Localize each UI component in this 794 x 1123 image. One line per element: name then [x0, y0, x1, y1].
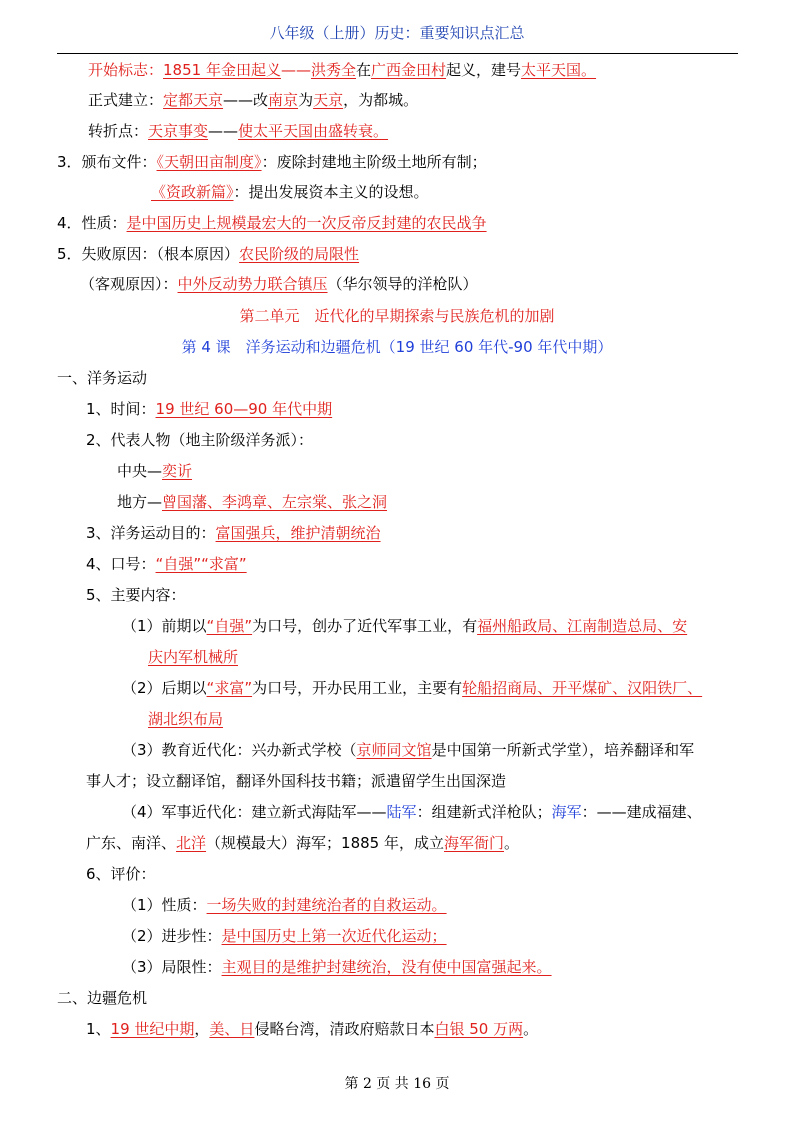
text-segment: 。: [523, 1020, 539, 1038]
text-segment: ——: [280, 61, 311, 79]
key-point-text: “自强”: [206, 617, 253, 635]
text-line: [151, 182, 429, 202]
text-segment: （华尔领导的洋枪队）: [327, 275, 478, 293]
text-segment: （规模最大）海军；1885 年，成立: [206, 834, 444, 852]
text-segment: （2）进步性：: [122, 927, 222, 945]
key-point-text: “自强”“求富”: [155, 555, 247, 573]
text-line: [148, 647, 238, 667]
key-point-text: 广西金田村: [371, 61, 447, 79]
text-segment: 是中国第一所新式学堂），培养翻译和军: [431, 741, 695, 759]
key-point-text: 轮船招商局、开平煤矿、汉阳铁厂、: [462, 679, 703, 697]
text-segment: 正式建立：: [88, 91, 164, 109]
text-segment: 3．颁布文件：: [57, 153, 157, 171]
text-segment: 为口号，开办民用工业，主要有: [252, 679, 463, 697]
text-segment: 中央—: [117, 462, 163, 480]
text-line: [0, 306, 794, 326]
text-segment: 3、洋务运动目的：: [86, 524, 216, 542]
key-point-text: 白银 50 万两: [434, 1020, 524, 1038]
text-line: [86, 771, 506, 791]
text-line: [86, 554, 247, 574]
text-line: [86, 864, 156, 884]
text-line: [122, 957, 552, 977]
text-segment: （客观原因）：: [80, 275, 178, 293]
text-line: [86, 523, 381, 543]
key-point-text: 使太平天国由盛转衰。: [238, 122, 389, 140]
key-point-text: 主观目的是维护封建统治，没有使中国富强起来。: [221, 958, 552, 976]
text-line: [122, 802, 702, 822]
key-point-text: 奕䜣: [162, 462, 193, 480]
text-segment: （1）前期以: [122, 617, 207, 635]
text-segment: ——改: [223, 91, 269, 109]
text-line: [117, 492, 387, 512]
text-segment: 。: [504, 834, 520, 852]
key-point-text: 湖北织布局: [148, 710, 224, 728]
page-number: 第 2 页 共 16 页: [344, 1076, 450, 1092]
text-segment: 二、边疆危机: [57, 989, 148, 1007]
text-segment: ，为都城。: [343, 91, 419, 109]
key-point-text: 天京事变: [148, 122, 209, 140]
key-point-text: 一场失败的封建统治者的自救运动。: [206, 896, 447, 914]
text-line: [122, 740, 694, 760]
text-segment: 5、主要内容：: [86, 586, 186, 604]
key-point-text: 农民阶级的局限性: [239, 245, 360, 263]
key-point-text: 富国强兵，维护清朝统治: [215, 524, 381, 542]
key-point-text: 庆内军机械所: [148, 648, 239, 666]
text-segment: 第 4 课 洋务运动和边疆危机（19 世纪 60 年代-90 年代中期）: [181, 338, 613, 356]
text-line: [80, 274, 478, 294]
key-point-text: 《资政新篇》: [151, 183, 234, 201]
text-line: [148, 709, 223, 729]
key-point-text: 定都天京: [163, 91, 224, 109]
text-line: [86, 430, 313, 450]
text-segment: 5．失败原因：（根本原因）: [57, 245, 240, 263]
key-point-text: “求富”: [206, 679, 253, 697]
key-point-text: 海军衙门: [443, 834, 504, 852]
text-line: [0, 337, 794, 357]
key-point-text: 北洋: [176, 834, 207, 852]
key-point-text: 洪秀全: [310, 61, 356, 79]
text-segment: 侵略台湾，清政府赔款日本: [254, 1020, 435, 1038]
key-point-text: 1851 年金田起义: [163, 61, 281, 79]
header-rule: [57, 53, 738, 54]
text-segment: 地方—: [117, 493, 163, 511]
text-line: [122, 616, 687, 636]
text-line: [57, 213, 487, 233]
text-segment: ：废除封建地主阶级土地所有制；: [261, 153, 487, 171]
text-segment: 第二单元 近代化的早期探索与民族危机的加剧: [239, 307, 555, 325]
text-segment: 1、: [86, 1020, 111, 1038]
text-line: [88, 90, 418, 110]
text-line: [122, 926, 447, 946]
text-segment: 为: [298, 91, 314, 109]
text-segment: 事人才；设立翻译馆，翻译外国科技书籍；派遣留学生出国深造: [86, 772, 507, 790]
text-segment: 开始标志：: [88, 61, 164, 79]
text-line: [86, 399, 332, 419]
text-line: [117, 461, 192, 481]
text-segment: （3）教育近代化：兴办新式学校（: [122, 741, 357, 759]
text-line: [57, 988, 147, 1008]
page-header-title: 八年级（上册）历史：重要知识点汇总: [269, 24, 525, 42]
text-segment: 陆军: [386, 803, 417, 821]
text-segment: ——: [208, 122, 239, 140]
text-segment: 4、口号：: [86, 555, 156, 573]
text-segment: ：提出发展资本主义的设想。: [233, 183, 429, 201]
text-line: [86, 1019, 538, 1039]
key-point-text: 京师同文馆: [356, 741, 432, 759]
text-segment: 为口号，创办了近代军事工业，有: [252, 617, 478, 635]
key-point-text: 福州船政局、江南制造总局、安: [477, 617, 688, 635]
text-segment: 4．性质：: [57, 214, 127, 232]
text-line: [88, 121, 388, 141]
text-segment: （1）性质：: [122, 896, 207, 914]
text-line: [86, 833, 519, 853]
text-segment: （3）局限性：: [122, 958, 222, 976]
text-line: [122, 678, 702, 698]
text-segment: 2、代表人物（地主阶级洋务派）：: [86, 431, 314, 449]
text-segment: （2）后期以: [122, 679, 207, 697]
text-segment: 1、时间：: [86, 400, 156, 418]
text-line: [57, 152, 487, 172]
text-line: [57, 368, 147, 388]
key-point-text: 天京: [313, 91, 344, 109]
key-point-text: 《天朝田亩制度》: [156, 153, 262, 171]
text-segment: 一、洋务运动: [57, 369, 148, 387]
text-segment: 在: [355, 61, 371, 79]
text-line: [88, 60, 596, 80]
text-segment: （4）军事近代化：建立新式海陆军——: [122, 803, 387, 821]
text-segment: 起义，建号: [446, 61, 522, 79]
text-line: [86, 585, 186, 605]
text-segment: ，: [194, 1020, 210, 1038]
text-segment: 6、评价：: [86, 865, 156, 883]
text-segment: 海军: [551, 803, 582, 821]
text-line: [122, 895, 447, 915]
key-point-text: 南京: [268, 91, 299, 109]
key-point-text: 中外反动势力联合镇压: [177, 275, 328, 293]
key-point-text: 太平天国。: [521, 61, 597, 79]
text-segment: ：组建新式洋枪队；: [416, 803, 552, 821]
text-line: [57, 244, 359, 264]
key-point-text: 19 世纪 60—90 年代中期: [155, 400, 333, 418]
key-point-text: 美、日: [209, 1020, 255, 1038]
key-point-text: 19 世纪中期: [110, 1020, 195, 1038]
text-segment: ：——建成福建、: [581, 803, 702, 821]
text-segment: 转折点：: [88, 122, 149, 140]
key-point-text: 曾国藩、李鸿章、左宗棠、张之洞: [162, 493, 388, 511]
key-point-text: 是中国历史上规模最宏大的一次反帝反封建的农民战争: [126, 214, 487, 232]
text-segment: 广东、南洋、: [86, 834, 177, 852]
key-point-text: 是中国历史上第一次近代化运动；: [221, 927, 447, 945]
